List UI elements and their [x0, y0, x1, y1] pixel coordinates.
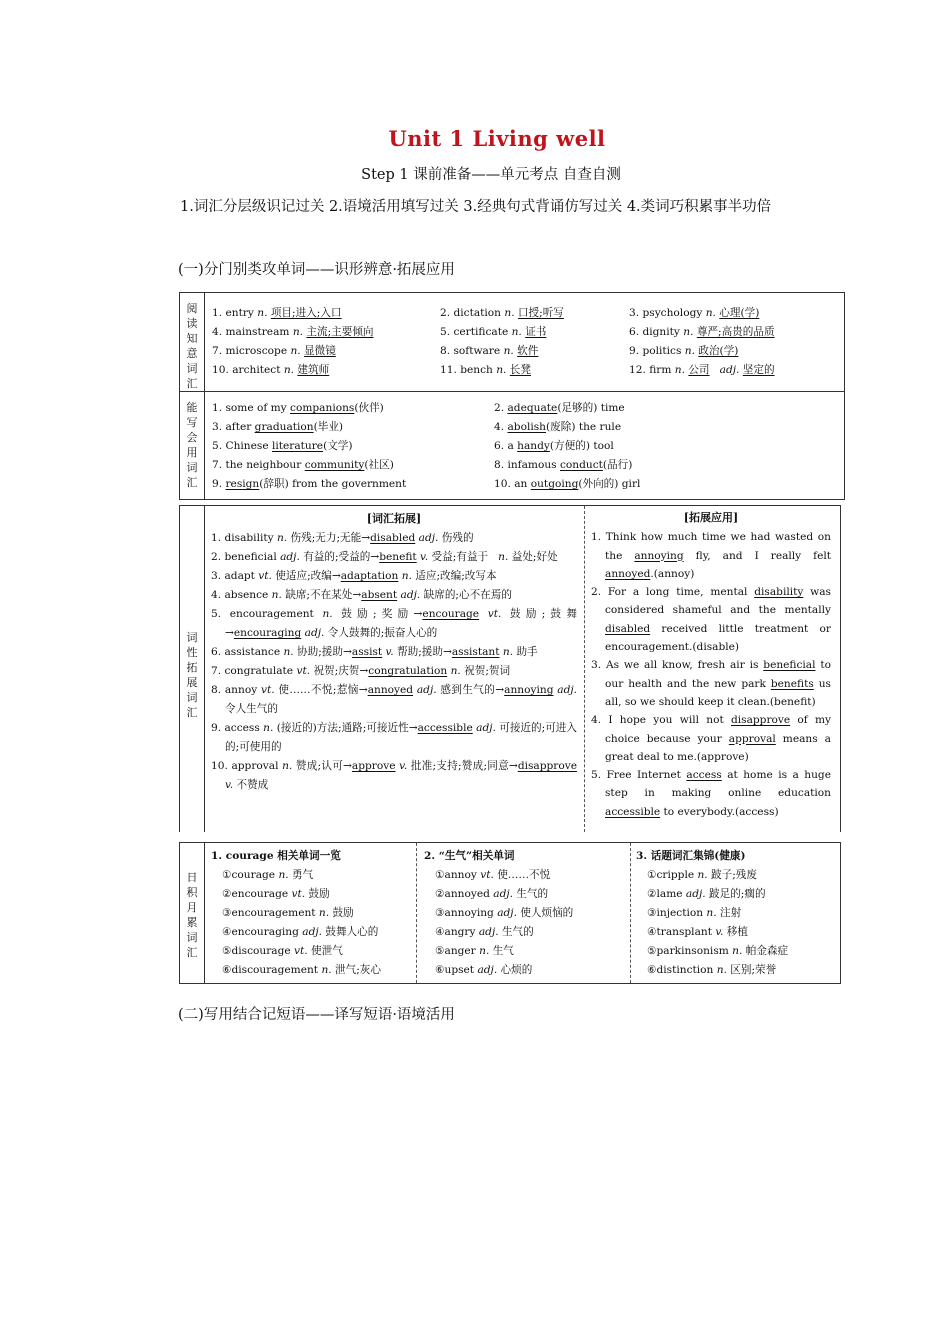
expand-item: 8. annoy vt. 使……不悦;惹恼→annoyed adj. 感到生气的→annoying adj. 令人生气的	[211, 684, 577, 715]
daily-item: ④encouraging adj. 鼓舞人心的	[222, 926, 379, 938]
expand-right	[591, 509, 831, 821]
expand-item: 6. assistance n. 协助;援助→assist v. 帮助;援助→assistant n. 助手	[211, 646, 538, 658]
apply-item: 1. Think how much time we had wasted on the annoying fly, and I really felt annoyed.(annoy)	[591, 531, 831, 580]
reading-item: 6. dignity n. 尊严;高贵的品质	[629, 326, 775, 338]
daily-col-1	[211, 847, 411, 980]
reading-item: 1. entry n. 项目;进入;入口	[212, 307, 342, 319]
expand-item: 5. encouragement n. 鼓励;奖励→encourage vt. 鼓励;鼓舞→encouraging adj. 令人鼓舞的;振奋人心的	[211, 608, 577, 639]
reading-item: 4. mainstream n. 主流;主要倾向	[212, 326, 374, 338]
expand-item: 10. approval n. 赞成;认可→approve v. 批准;支持;赞成;同意→disapprove v. 不赞成	[211, 760, 577, 791]
expand-label: 词 性 拓 展 词 汇	[180, 506, 205, 832]
daily-item: ⑥upset adj. 心烦的	[435, 964, 533, 976]
writing-item: 3. after graduation(毕业)	[212, 421, 344, 433]
expand-item: 4. absence n. 缺席;不在某处→absent adj. 缺席的;心不在焉的	[211, 589, 512, 601]
daily-item: ⑤discourage vt. 使泄气	[222, 945, 343, 957]
divider	[584, 506, 585, 832]
apply-item: 5. Free Internet access at home is a huge step in making online education accessible to everybody.(access)	[591, 769, 831, 818]
reading-item: 11. bench n. 长凳	[440, 364, 531, 376]
reading-label: 阅 读 知 意 词 汇	[180, 293, 205, 392]
daily-item: ⑤anger n. 生气	[435, 945, 514, 957]
reading-item: 12. firm n. 公司 adj. 坚定的	[629, 364, 775, 376]
daily-item: ①courage n. 勇气	[222, 869, 314, 881]
expand-item: 2. beneficial adj. 有益的;受益的→benefit v. 受益;有益于 n. 益处;好处	[211, 551, 558, 563]
reading-item: 5. certificate n. 证书	[440, 326, 547, 338]
daily-label: 日 积 月 累 词 汇	[180, 843, 205, 983]
expand-left	[211, 509, 577, 795]
reading-item: 2. dictation n. 口授;听写	[440, 307, 564, 319]
left-heading: [词汇拓展]	[366, 512, 422, 525]
expand-item: 3. adapt vt. 使适应;改编→adaptation n. 适应;改编;改写本	[211, 570, 497, 582]
section-heading-1: (一)分门别类攻单词——识形辨意·拓展应用	[178, 262, 455, 278]
daily-col-heading: 3. 话题词汇集锦(健康)	[636, 850, 746, 862]
daily-col-2	[424, 847, 624, 980]
daily-col-heading: 1. courage 相关单词一览	[211, 850, 341, 862]
writing-item: 8. infamous conduct(品行)	[494, 459, 633, 471]
daily-item: ②annoyed adj. 生气的	[435, 888, 549, 900]
reading-item: 8. software n. 软件	[440, 345, 539, 357]
apply-item: 3. As we all know, fresh air is beneficial to our health and the new park benefits us all, so we should keep it clean.(benefit)	[591, 659, 831, 708]
writing-item: 6. a handy(方便的) tool	[494, 440, 614, 452]
section-heading-2: (二)写用结合记短语——译写短语·语境活用	[178, 1007, 455, 1023]
reading-item: 3. psychology n. 心理(学)	[629, 307, 760, 319]
expand-box	[179, 505, 841, 832]
daily-box	[179, 842, 841, 984]
writing-item: 9. resign(辞职) from the government	[212, 478, 407, 490]
writing-item: 5. Chinese literature(文学)	[212, 440, 353, 452]
reading-words	[205, 293, 845, 392]
intro-text: 1.词汇分层级识记过关 2.语境活用填写过关 3.经典句式背诵仿写过关 4.类词巧积累事半功倍	[180, 199, 772, 215]
writing-item: 7. the neighbour community(社区)	[212, 459, 394, 471]
daily-item: ⑥distinction n. 区别;荣誉	[647, 964, 777, 976]
writing-words	[205, 392, 845, 500]
daily-item: ①cripple n. 跛子;残废	[647, 869, 757, 881]
daily-col-heading: 2. “生气”相关单词	[424, 850, 515, 862]
right-heading: [拓展应用]	[683, 511, 739, 524]
unit-title: Unit 1 Living well	[388, 126, 606, 151]
writing-item: 4. abolish(废除) the rule	[494, 421, 622, 433]
daily-item: ②lame adj. 跛足的;瘸的	[647, 888, 766, 900]
apply-item: 2. For a long time, mental disability was considered shameful and the mentally disabled received little treatment or encouragement.(disable)	[591, 586, 831, 654]
daily-col-3	[636, 847, 836, 980]
expand-item: 1. disability n. 伤残;无力;无能→disabled adj. 伤残的	[211, 532, 474, 544]
step-heading: Step 1 课前准备——单元考点 自查自测	[361, 167, 621, 183]
vocab-table-1	[179, 292, 845, 500]
daily-item: ⑤parkinsonism n. 帕金森症	[647, 945, 789, 957]
reading-item: 7. microscope n. 显微镜	[212, 345, 336, 357]
writing-item: 10. an outgoing(外向的) girl	[494, 478, 641, 490]
expand-item: 7. congratulate vt. 祝贺;庆贺→congratulation n. 祝贺;贺词	[211, 665, 511, 677]
writing-item: 2. adequate(足够的) time	[494, 402, 625, 414]
apply-item: 4. I hope you will not disapprove of my choice because your approval means a great deal to me.(approve)	[591, 714, 831, 763]
daily-item: ③annoying adj. 使人烦恼的	[435, 907, 574, 919]
daily-item: ④angry adj. 生气的	[435, 926, 534, 938]
writing-item: 1. some of my companions(伙伴)	[212, 402, 384, 414]
reading-item: 9. politics n. 政治(学)	[629, 345, 739, 357]
divider	[630, 843, 631, 983]
daily-item: ③encouragement n. 鼓励	[222, 907, 354, 919]
reading-item: 10. architect n. 建筑师	[212, 364, 330, 376]
daily-item: ⑥discouragement n. 泄气;灰心	[222, 964, 381, 976]
daily-item: ④transplant v. 移植	[647, 926, 748, 938]
divider	[416, 843, 417, 983]
writing-label: 能 写 会 用 词 汇	[180, 392, 205, 500]
daily-item: ①annoy vt. 使……不悦	[435, 869, 551, 881]
daily-item: ③injection n. 注射	[647, 907, 742, 919]
expand-item: 9. access n. (接近的)方法;通路;可接近性→accessible adj. 可接近的;可进入的;可使用的	[211, 722, 577, 753]
daily-item: ②encourage vt. 鼓励	[222, 888, 330, 900]
